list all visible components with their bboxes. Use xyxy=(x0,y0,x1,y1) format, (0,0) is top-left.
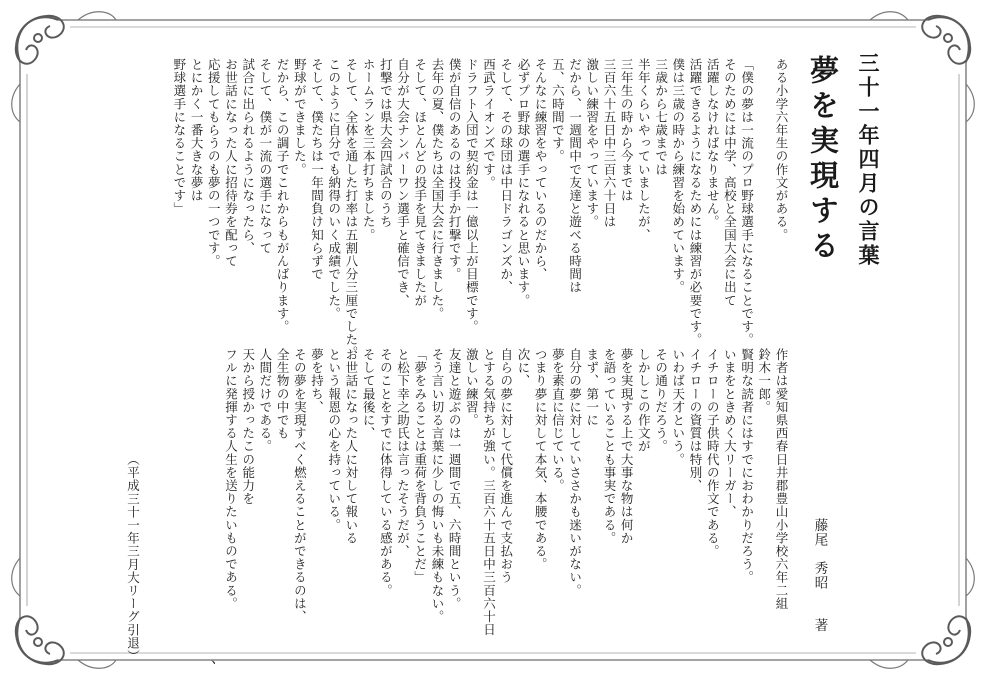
text-line: 半年くらいやっていましたが、 xyxy=(636,58,652,242)
text-line: そう言い切る言葉に少しの悔いも未練もない。 xyxy=(429,348,445,624)
text-line: と松下幸之助氏は言ったそうだが、 xyxy=(395,348,411,558)
text-line: 活躍できるようになるためには練習が必要です。 xyxy=(687,58,703,347)
text-line: いわば天才という。 xyxy=(670,348,686,466)
text-line: イチローの子供時代の作文である。 xyxy=(705,348,721,558)
text-line: お世話になった人に招待券を配って xyxy=(223,58,239,268)
text-line: そして、ほとんどの投手を見てきましたが xyxy=(412,58,428,307)
text-line: このように自分でも納得のいく成績でした。 xyxy=(326,58,342,320)
text-line: 作者は愛知県西春日井郡豊山小学校六年二組 xyxy=(774,348,789,610)
text-line: 全生物の中でも xyxy=(275,348,291,440)
text-line: そして、全体を通した打率は五割八分三厘でした。 xyxy=(343,58,359,360)
text-line: 「夢をみることは重荷を背負うことだ」 xyxy=(412,348,428,584)
author-given-name: 秀昭 xyxy=(811,561,828,590)
text-line: お世話になった人に対して報いる xyxy=(343,348,359,545)
corner-bottom-right xyxy=(922,616,970,664)
text-line: 応援してもらうのも夢の一つです。 xyxy=(206,58,222,268)
corner-top-right xyxy=(922,16,970,64)
text-line: 「僕の夢は一流のプロ野球選手になることです。 xyxy=(739,58,755,347)
text-line: ドラフト入団で契約金は一億以上が目標です。 xyxy=(464,58,480,334)
text-line: だから、一週間中で友達と遊べる時間は xyxy=(567,58,583,294)
text-line: 必ずプロ野球の選手になれると思います。 xyxy=(515,58,531,307)
text-line: 自分が大会ナンバーワン選手と確信でき、 xyxy=(395,58,411,307)
author-surname: 藤尾 xyxy=(811,518,828,547)
stray-mark: 、 xyxy=(211,651,225,667)
text-line: 打撃では県大会四試合のうち xyxy=(378,58,394,229)
text-line: 自らの夢に対して代償を進んで支払おう xyxy=(498,348,514,584)
text-line: とする気持ちが強い。三百六十五日中三百六十日 xyxy=(481,348,497,637)
text-line: とにかく一番大きな夢は xyxy=(189,58,205,203)
author-byline xyxy=(812,518,826,633)
text-line: 夢を実現する上で大事な物は何か xyxy=(619,348,635,545)
text-line: 鈴木一郎。 xyxy=(756,348,772,414)
text-line: いまをときめく大リーガー、 xyxy=(722,348,738,519)
text-line: 五、六時間です。 xyxy=(550,58,566,163)
essay-lower-block xyxy=(222,348,790,637)
text-line: 人間だけである。 xyxy=(257,348,273,453)
text-line: そして、僕が一流の選手になって xyxy=(257,58,273,255)
text-line: そして、僕たちは一年間負け知らずで xyxy=(309,58,325,281)
text-line: 夢を持ち、 xyxy=(309,348,325,414)
text-line: つまり夢に対して本気、本腰である。 xyxy=(533,348,549,571)
corner-bottom-left xyxy=(16,616,64,664)
text-line: 野球選手になることです」 xyxy=(171,58,187,216)
attribution-note: （平成三十一年三月大リーグ引退） xyxy=(125,453,141,663)
text-line: そして最後に、 xyxy=(361,348,377,440)
text-line: 試合に出られるようになったら、 xyxy=(240,58,256,255)
text-line: そのためには中学、高校と全国大会に出て xyxy=(722,58,738,307)
text-line: 三百六十五日中三百六十日は xyxy=(601,58,617,229)
text-line: 激しい練習。 xyxy=(464,348,480,427)
text-line: その夢を実現すべく燃えることができるのは、 xyxy=(292,348,308,624)
text-line: ある小学六年生の作文がある。 xyxy=(774,58,789,242)
text-line: まず、第一に xyxy=(584,348,600,427)
text-line: 夢を素直に信じている。 xyxy=(550,348,566,493)
text-line: ホームランを三本打ちました。 xyxy=(361,58,377,242)
text-line xyxy=(756,58,773,358)
text-line: 次に、 xyxy=(515,348,531,388)
text-line: そして、その球団は中日ドラゴンズか、 xyxy=(498,58,514,294)
text-line: 活躍しなければなりません。 xyxy=(705,58,721,229)
text-line: しかしこの作文が xyxy=(636,348,652,453)
text-line: 僕が自信のあるのは投手か打撃です。 xyxy=(447,58,463,281)
main-title: 夢を実現する xyxy=(806,55,840,265)
corner-top-left xyxy=(16,16,64,64)
text-line: 自分の夢に対していささかも迷いがない。 xyxy=(567,348,583,597)
text-line: 三年生の時から今までは xyxy=(619,58,635,203)
essay-upper-block xyxy=(171,58,790,358)
text-line: 友達と遊ぶのは一週間で五、六時間という。 xyxy=(447,348,463,610)
text-line: 三歳から七歳までは xyxy=(653,58,669,176)
text-line: フルに発揮する人生を送りたいものである。 xyxy=(223,348,239,610)
text-line: 西武ライオンズです。 xyxy=(481,58,497,189)
text-line: 僕は三歳の時から練習を始めています。 xyxy=(670,58,686,294)
text-line: 賢明な読者にはすでにおわかりだろう。 xyxy=(739,348,755,584)
text-line: 激しい練習をやっています。 xyxy=(584,58,600,229)
text-line: 野球ができました。 xyxy=(292,58,308,176)
text-line: だから、この調子でこれからもがんばります。 xyxy=(275,58,291,334)
month-title: 三十一年四月の言葉 xyxy=(856,52,881,268)
author-suffix: 著 xyxy=(811,618,828,633)
text-line: イチローの資質は特別、 xyxy=(687,348,703,493)
text-line: そのことをすでに体得している感がある。 xyxy=(378,348,394,597)
text-line: を語っていることも事実である。 xyxy=(601,348,617,545)
text-line: そんなに練習をやっているのだから、 xyxy=(533,58,549,281)
text-line: 天から授かったこの能力を xyxy=(240,348,256,506)
text-line: 去年の夏、僕たちは全国大会に行きました。 xyxy=(429,58,445,320)
text-line: その通りだろう。 xyxy=(653,348,669,453)
text-line: という報恩の心を持っている。 xyxy=(326,348,342,532)
